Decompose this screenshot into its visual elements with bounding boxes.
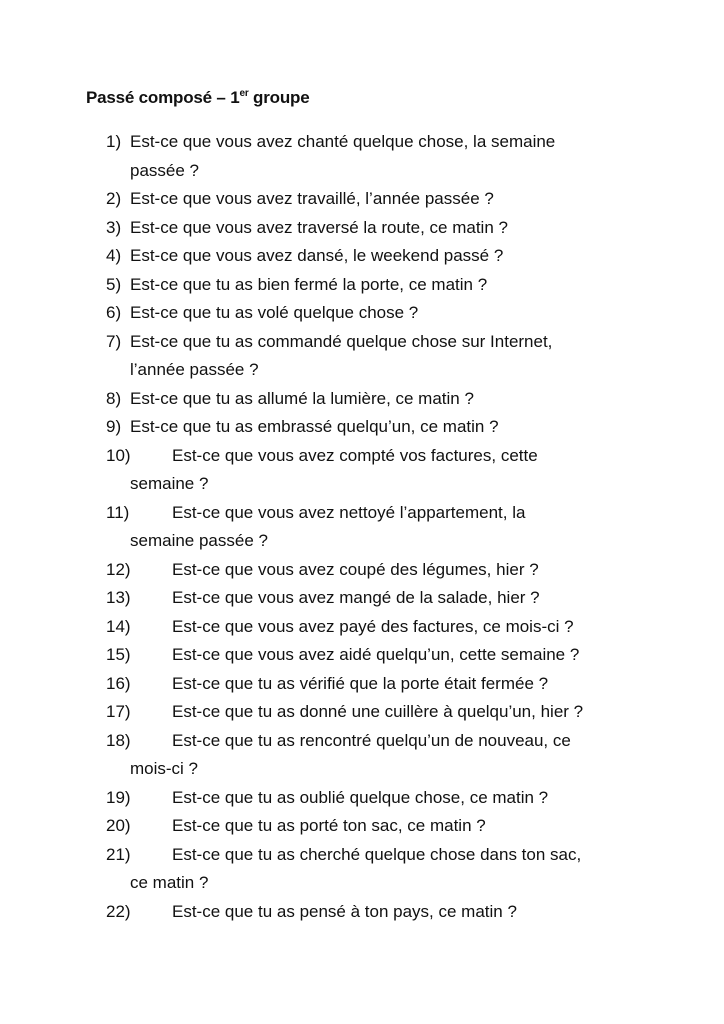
question-number: 1) — [106, 132, 122, 151]
question-item — [106, 670, 666, 699]
question-number: 14) — [106, 616, 131, 636]
question-item — [106, 841, 666, 898]
title-superscript: er — [239, 88, 249, 99]
question-item — [106, 442, 666, 499]
question-text-continuation: ce matin ? — [130, 873, 209, 892]
question-number: 8) — [106, 388, 122, 408]
question-item — [106, 641, 666, 670]
question-text: Est-ce que vous avez chanté quelque chose, la semaine — [130, 132, 556, 151]
question-number: 3) — [106, 217, 122, 237]
question-text: Est-ce que tu as commandé quelque chose sur Internet, — [130, 331, 553, 351]
question-number: 5) — [106, 274, 122, 294]
question-item — [106, 185, 666, 214]
question-number: 7) — [106, 331, 122, 351]
question-item — [106, 556, 666, 585]
question-text: Est-ce que tu as donné une cuillère à quelqu’un, hier ? — [172, 702, 584, 721]
question-number: 20) — [106, 816, 131, 835]
question-item — [106, 328, 666, 385]
question-text: Est-ce que vous avez compté vos factures, cette — [172, 445, 538, 465]
question-item — [106, 413, 666, 442]
question-text-continuation: passée ? — [130, 160, 199, 180]
question-number: 2) — [106, 189, 122, 208]
question-item — [106, 784, 666, 813]
question-number: 21) — [106, 844, 131, 864]
question-number: 16) — [106, 673, 131, 693]
question-text: Est-ce que tu as allumé la lumière, ce matin ? — [130, 388, 474, 408]
question-text-continuation: l’année passée ? — [130, 360, 259, 379]
question-item — [106, 812, 666, 841]
question-item — [106, 242, 666, 271]
question-text: Est-ce que tu as embrassé quelqu’un, ce matin ? — [130, 417, 499, 436]
question-text: Est-ce que vous avez payé des factures, ce mois-ci ? — [172, 616, 574, 636]
question-number: 10) — [106, 445, 131, 465]
question-item — [106, 727, 666, 784]
question-number: 15) — [106, 645, 131, 664]
question-item — [106, 214, 666, 243]
question-text: Est-ce que tu as volé quelque chose ? — [130, 303, 419, 322]
page-title — [86, 88, 309, 108]
question-text: Est-ce que tu as oublié quelque chose, ce matin ? — [172, 787, 549, 807]
question-text: Est-ce que vous avez traversé la route, ce matin ? — [130, 217, 508, 237]
question-text-continuation: mois-ci ? — [130, 759, 199, 778]
question-text: Est-ce que tu as porté ton sac, ce matin ? — [172, 816, 486, 835]
question-text: Est-ce que tu as bien fermé la porte, ce matin ? — [130, 274, 488, 294]
question-item — [106, 299, 666, 328]
question-item — [106, 584, 666, 613]
question-text: Est-ce que tu as pensé à ton pays, ce matin ? — [172, 901, 517, 921]
question-number: 4) — [106, 246, 122, 265]
question-text: Est-ce que vous avez nettoyé l’appartement, la — [172, 502, 526, 522]
question-item — [106, 499, 666, 556]
question-text: Est-ce que vous avez travaillé, l’année passée ? — [130, 189, 494, 208]
question-text: Est-ce que vous avez dansé, le weekend passé ? — [130, 246, 504, 265]
question-text: Est-ce que tu as rencontré quelqu’un de nouveau, ce — [172, 730, 571, 750]
question-item — [106, 613, 666, 642]
question-text: Est-ce que vous avez mangé de la salade, hier ? — [172, 588, 540, 607]
question-number: 6) — [106, 303, 122, 322]
question-list — [106, 128, 666, 926]
question-number: 11) — [106, 502, 130, 522]
question-number: 13) — [106, 588, 131, 607]
question-text: Est-ce que vous avez aidé quelqu’un, cette semaine ? — [172, 645, 580, 664]
question-number: 22) — [106, 901, 131, 921]
question-text-continuation: semaine passée ? — [130, 531, 268, 550]
question-item — [106, 128, 666, 185]
question-number: 18) — [106, 730, 131, 750]
question-number: 17) — [106, 702, 131, 721]
question-item — [106, 898, 666, 927]
question-number: 19) — [106, 787, 131, 807]
title-main: Passé composé – 1 — [86, 88, 240, 107]
question-text: Est-ce que tu as vérifié que la porte était fermée ? — [172, 673, 549, 693]
title-rest: groupe — [248, 88, 310, 107]
question-item — [106, 271, 666, 300]
question-text: Est-ce que tu as cherché quelque chose dans ton sac, — [172, 844, 582, 864]
question-text-continuation: semaine ? — [130, 474, 209, 493]
question-text: Est-ce que vous avez coupé des légumes, hier ? — [172, 559, 539, 579]
question-item — [106, 385, 666, 414]
question-number: 12) — [106, 559, 131, 579]
question-number: 9) — [106, 417, 122, 436]
question-item — [106, 698, 666, 727]
